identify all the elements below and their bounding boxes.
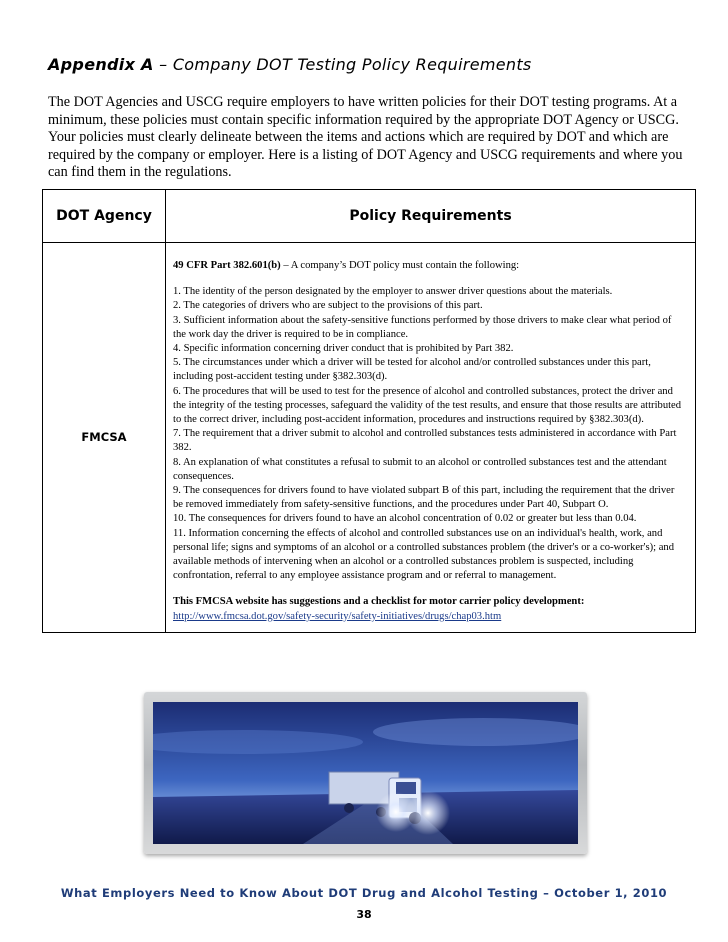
list-item: 4. Specific information concerning driver conduct that is prohibited by Part 382. — [173, 343, 514, 355]
fmcsa-note — [173, 595, 687, 623]
list-item: 9. The consequences for drivers found to have violated subpart B of this part, including the requirement that the driver be removed immediately from safety-sensitive functions, and the procedures under Part 40, Subpart O. — [173, 485, 675, 511]
heading-title: – Company DOT Testing Policy Requirements — [153, 55, 532, 74]
page-number: 38 — [356, 908, 372, 921]
header-policy-requirements: Policy Requirements — [166, 190, 696, 243]
citation — [173, 259, 687, 273]
citation-text: – A company’s DOT policy must contain the following: — [280, 260, 520, 271]
list-item: 10. The consequences for drivers found to have an alcohol concentration of 0.02 or greater but less than 0.04. — [173, 513, 637, 525]
list-item: 2. The categories of drivers who are subject to the provisions of this part. — [173, 300, 483, 312]
fmcsa-link[interactable]: http://www.fmcsa.dot.gov/safety-security/safety-initiatives/drugs/chap03.htm — [173, 610, 502, 622]
header-dot-agency: DOT Agency — [43, 190, 166, 243]
policy-requirements-table — [42, 189, 696, 633]
truck-photo — [153, 702, 578, 844]
page-heading — [48, 55, 532, 74]
footer-title: What Employers Need to Know About DOT Drug and Alcohol Testing – October 1, 2010 — [60, 886, 668, 900]
list-item: 6. The procedures that will be used to test for the presence of alcohol and controlled substances, protect the driver and the integrity of the testing processes, safeguard the validity of the test results, and ensure that those results are attributed to the correct driver, including post-accident information, procedures and instructions required by §382.303(d). — [173, 385, 682, 426]
truck-photo-frame — [144, 692, 587, 854]
note-text: This FMCSA website has suggestions and a checklist for motor carrier policy development: — [173, 596, 585, 608]
requirements-cell — [166, 243, 696, 633]
list-item: 3. Sufficient information about the safety-sensitive functions performed by those drivers to make clear what period of the work day the driver is required to be in compliance. — [173, 314, 672, 340]
list-item: 1. The identity of the person designated by the employer to answer driver questions about the materials. — [173, 286, 613, 298]
requirements-list — [173, 285, 687, 583]
list-item: 8. An explanation of what constitutes a refusal to submit to an alcohol or controlled substances test and the attendant consequences. — [173, 456, 667, 482]
table-row — [43, 243, 696, 633]
list-item: 7. The requirement that a driver submit to alcohol and controlled substances tests administered in accordance with Part 382. — [173, 428, 677, 454]
list-item: 11. Information concerning the effects of alcohol and controlled substances use on an individual's health, work, and personal life; signs and symptoms of an alcohol or a controlled substances problem (the driver's or a co-worker's); and available methods of intervening when an alcohol or a controlled substances problem is suspected, including confrontation, referral to any employee assistance program and or referral to management. — [173, 527, 674, 582]
list-item: 5. The circumstances under which a driver will be tested for alcohol and/or controlled substances under this part, including post-accident testing under §382.303(d). — [173, 357, 651, 383]
citation-reference: 49 CFR Part 382.601(b) — [173, 260, 281, 271]
table-header-row — [43, 190, 696, 243]
agency-cell: FMCSA — [43, 243, 166, 633]
intro-text: The DOT Agencies and USCG require employers to have written policies for their DOT testing programs. At a minimum, these policies must contain specific information required by the appropriate DOT Agency or USCG. Your policies must clearly delineate between the items and actions which are required by DOT and which are required by the company or employer. Here is a listing of DOT Agency and USCG requirements and where you can find them in the regulations. — [48, 94, 683, 181]
heading-appendix: Appendix A — [48, 55, 154, 74]
intro-paragraph — [48, 94, 688, 182]
